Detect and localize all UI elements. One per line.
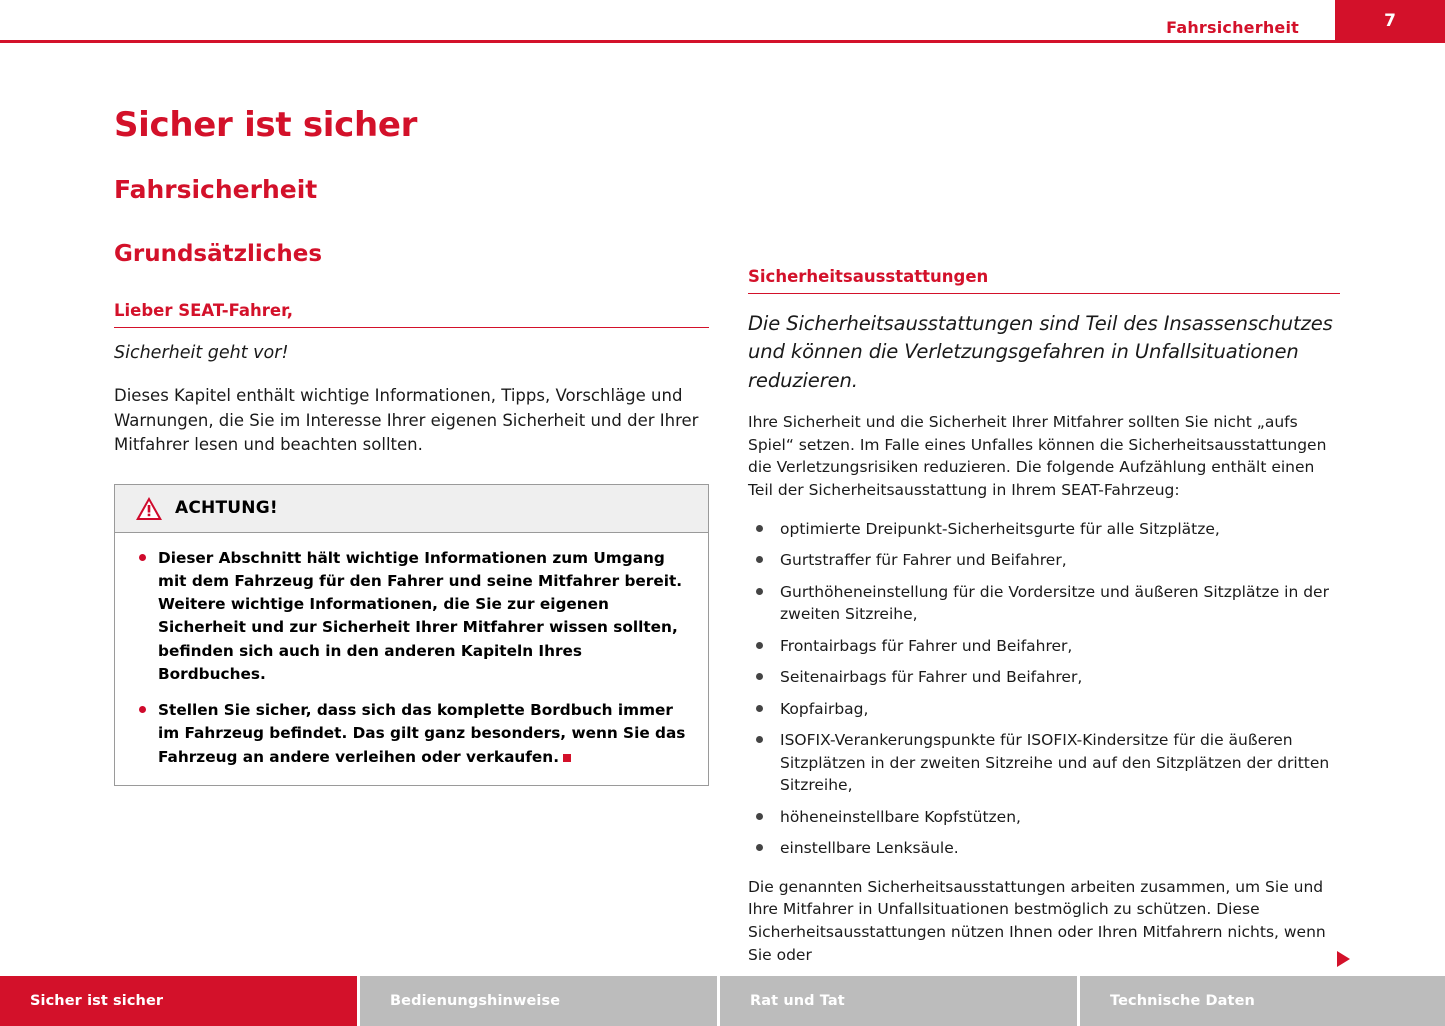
right-subsection-heading: Sicherheitsausstattungen xyxy=(748,267,1340,294)
footer-tabs xyxy=(0,976,1445,1026)
bullet-icon xyxy=(756,642,763,649)
list-item xyxy=(748,518,1340,540)
list-item xyxy=(748,837,1340,859)
continuation-arrow-icon xyxy=(1337,951,1350,967)
warning-item-text: Stellen Sie sicher, dass sich das komplette Bordbuch immer im Fahrzeug befindet. Das gilt ganz besonders, wenn Sie das Fahrzeug an andere verleihen oder verkaufen. xyxy=(158,701,686,766)
section-heading: Grundsätzliches xyxy=(114,241,323,267)
footer-tab-label: Sicher ist sicher xyxy=(30,993,164,1009)
list-item-text: höheneinstellbare Kopfstützen, xyxy=(780,807,1021,826)
list-item-text: Gurtstraffer für Fahrer und Beifahrer, xyxy=(780,551,1067,570)
bullet-icon xyxy=(139,554,146,561)
warning-item xyxy=(131,547,692,687)
footer-tab-label: Technische Daten xyxy=(1110,993,1255,1009)
list-item xyxy=(748,698,1340,720)
footer-tab-rat-und-tat[interactable] xyxy=(720,976,1077,1026)
intro-paragraph: Dieses Kapitel enthält wichtige Informationen, Tipps, Vorschläge und Warnungen, die Sie im Interesse Ihrer eigenen Sicherheit und der Ihrer Mitfahrer lesen und beachten sollten. xyxy=(114,386,699,455)
list-item xyxy=(748,549,1340,571)
list-item xyxy=(748,729,1340,796)
warning-box xyxy=(114,484,709,786)
page-title: Sicher ist sicher xyxy=(114,105,418,145)
list-item xyxy=(748,581,1340,626)
list-item xyxy=(748,635,1340,657)
list-item-text: Seitenairbags für Fahrer und Beifahrer, xyxy=(780,668,1083,687)
bullet-icon xyxy=(756,705,763,712)
warning-title: ACHTUNG! xyxy=(175,498,278,519)
bullet-icon xyxy=(756,556,763,563)
warning-body xyxy=(115,533,708,785)
bullet-icon xyxy=(756,736,763,743)
bullet-icon xyxy=(756,525,763,532)
left-column xyxy=(114,45,709,786)
page-content xyxy=(0,45,1445,965)
footer-tab-sicher-ist-sicher[interactable] xyxy=(0,976,357,1026)
bullet-icon xyxy=(756,844,763,851)
right-lead-italic-text: Die Sicherheitsausstattungen sind Teil des Insassenschutzes und können die Verletzungsgefahren in Unfallsituationen reduzieren. xyxy=(748,312,1333,392)
safety-equipment-list xyxy=(748,518,1340,860)
bullet-icon xyxy=(139,706,146,713)
right-column xyxy=(748,45,1340,967)
list-item-text: optimierte Dreipunkt-Sicherheitsgurte für alle Sitzplätze, xyxy=(780,519,1220,538)
list-item-text: Kopfairbag, xyxy=(780,699,869,718)
chapter-heading: Fahrsicherheit xyxy=(114,175,318,204)
footer-tab-technische-daten[interactable] xyxy=(1080,976,1445,1026)
right-paragraph-2: Die genannten Sicherheitsausstattungen arbeiten zusammen, um Sie und Ihre Mitfahrer in Unfallsituationen bestmöglich zu schützen. Diese Sicherheitsausstattungen nützen Ihnen oder Ihren Mitfahrern nichts, wenn Sie oder xyxy=(748,877,1326,964)
list-item-text: einstellbare Lenksäule. xyxy=(780,839,959,858)
end-of-section-marker xyxy=(563,754,571,762)
right-paragraph-1: Ihre Sicherheit und die Sicherheit Ihrer Mitfahrer sollten Sie nicht „aufs Spiel“ setzen. Im Falle eines Unfalles können die Sicherheitsausstattungen die Verletzungsrisiken reduzieren. Die folgende Aufzählung enthält einen Teil der Sicherheitsausstattung in Ihrem SEAT-Fahrzeug: xyxy=(748,412,1327,500)
warning-triangle-icon xyxy=(135,496,163,521)
footer-tab-label: Rat und Tat xyxy=(750,993,845,1009)
page-number: 7 xyxy=(1384,11,1396,31)
header-chapter-title: Fahrsicherheit xyxy=(1166,18,1299,37)
warning-item-text: Dieser Abschnitt hält wichtige Informationen zum Umgang mit dem Fahrzeug für den Fahrer und seine Mitfahrer bereit. Weitere wichtige Informationen, die Sie zur eigenen Sicherheit und zur Sicherheit Ihrer Mitfahrer wissen sollten, befinden sich auch in den anderen Kapiteln Ihres Bordbuches. xyxy=(158,548,683,683)
footer-tab-bedienungshinweise[interactable] xyxy=(360,976,717,1026)
lead-italic-text: Sicherheit geht vor! xyxy=(114,343,289,363)
list-item xyxy=(748,666,1340,688)
page-header xyxy=(0,0,1445,45)
list-item-text: Gurthöheneinstellung für die Vordersitze und äußeren Sitzplätze in der zweiten Sitzreihe, xyxy=(780,582,1329,624)
footer-tab-label: Bedienungshinweise xyxy=(390,993,561,1009)
bullet-icon xyxy=(756,813,763,820)
list-item-text: Frontairbags für Fahrer und Beifahrer, xyxy=(780,636,1073,655)
bullet-icon xyxy=(756,673,763,680)
warning-item xyxy=(131,699,692,769)
warning-header xyxy=(115,485,708,533)
list-item xyxy=(748,806,1340,828)
bullet-icon xyxy=(756,588,763,595)
subsection-heading: Lieber SEAT-Fahrer, xyxy=(114,301,709,328)
list-item-text: ISOFIX-Verankerungspunkte für ISOFIX-Kindersitze für die äußeren Sitzplätzen in der zweiten Sitzreihe und auf den Sitzplätzen der dritten Sitzreihe, xyxy=(780,731,1330,795)
